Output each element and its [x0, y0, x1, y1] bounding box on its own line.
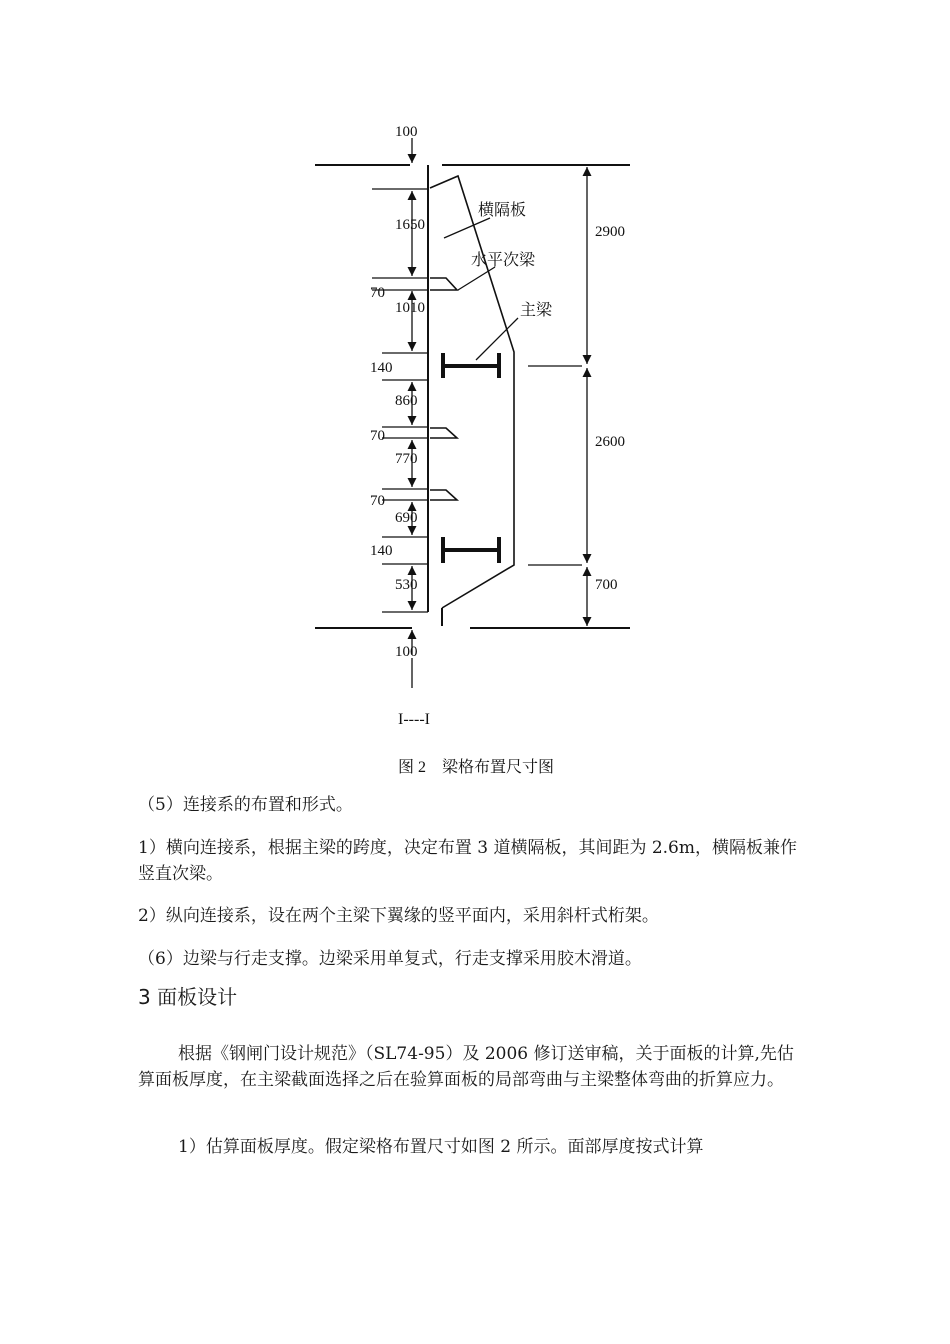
label-main-beam: 主梁	[520, 302, 553, 319]
figure-caption: 图 2 梁格布置尺寸图	[398, 759, 555, 776]
gate-structure	[315, 165, 630, 628]
main-beam-upper	[443, 353, 499, 378]
dim-label-860: 860	[395, 393, 418, 409]
label-diaphragm: 横隔板	[478, 202, 527, 219]
secondary-beam-leader	[458, 267, 495, 290]
dim-label-70c: 70	[370, 493, 385, 509]
dim-label-140b: 140	[370, 543, 393, 559]
secondary-beam-3	[430, 490, 457, 500]
paragraph-design-code: 根据《钢闸门设计规范》（SL74-95）及 2006 修订送审稿，关于面板的计算,先估算面板厚度，在主梁截面选择之后在验算面板的局部弯曲与主梁整体弯曲的折算应力。	[138, 1044, 794, 1090]
dim-label-1010: 1010	[395, 300, 425, 316]
secondary-beam-2	[430, 428, 457, 438]
paragraph-edge-beam: （6）边梁与行走支撑。边梁采用单复式，行走支撑采用胶木滑道。	[138, 949, 642, 969]
dim-label-530: 530	[395, 577, 418, 593]
section-label: I----I	[398, 711, 430, 728]
paragraph-transverse-connection: 1）横向连接系，根据主梁的跨度，决定布置 3 道横隔板，其间距为 2.6m，横隔板兼作竖直次梁。	[138, 838, 797, 884]
section-heading-face-plate-design: 3 面板设计	[138, 985, 238, 1009]
dim-label-1650: 1650	[395, 217, 425, 233]
dim-label-2600: 2600	[595, 434, 625, 450]
dim-label-2900: 2900	[595, 224, 625, 240]
dim-label-700: 700	[595, 577, 618, 593]
paragraph-connection-system: （5）连接系的布置和形式。	[138, 795, 353, 815]
dim-label-bottom-100: 100	[395, 644, 418, 660]
dim-label-690: 690	[395, 510, 418, 526]
paragraph-thickness-estimate: 1）估算面板厚度。假定梁格布置尺寸如图 2 所示。面部厚度按式计算	[178, 1137, 704, 1157]
dim-label-770: 770	[395, 451, 418, 467]
dim-label-70a: 70	[370, 285, 385, 301]
dim-label-top-100: 100	[395, 124, 418, 140]
secondary-beam-1	[430, 278, 457, 290]
diaphragm-leader	[444, 218, 490, 238]
label-horizontal-secondary-beam: 水平次梁	[471, 252, 536, 269]
paragraph-longitudinal-connection: 2）纵向连接系，设在两个主梁下翼缘的竖平面内，采用斜杆式桁架。	[138, 906, 659, 926]
dim-label-70b: 70	[370, 428, 385, 444]
main-beam-lower	[443, 537, 499, 563]
dim-label-140a: 140	[370, 360, 393, 376]
